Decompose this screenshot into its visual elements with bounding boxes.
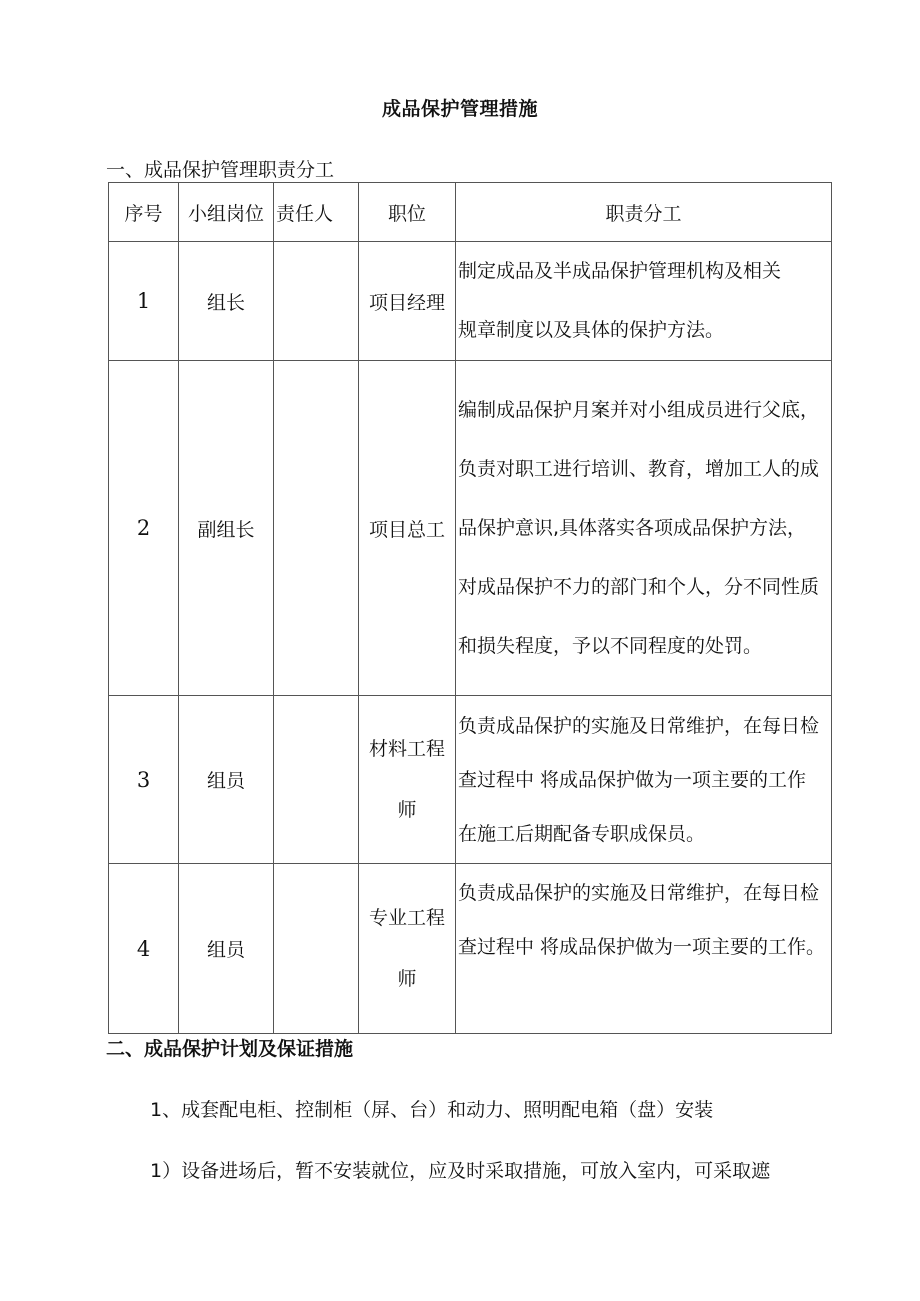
row-no: 1 <box>109 242 179 361</box>
section-heading-2: 二、成品保护计划及保证措施 <box>106 1038 354 1060</box>
row-position: 项目总工 <box>359 361 456 696</box>
position-line: 师 <box>397 967 417 990</box>
header-no: 序号 <box>109 183 179 242</box>
row-duty <box>456 361 832 696</box>
row-role: 组长 <box>179 242 274 361</box>
document-title: 成品保护管理措施 <box>381 98 538 120</box>
row-role: 组员 <box>179 696 274 864</box>
duty-line: 负责成品保护的实施及日常维护，在每日检 <box>458 714 820 737</box>
duty-line: 负责成品保护的实施及日常维护，在每日检 <box>458 882 820 904</box>
duty-line: 负责对职工进行培训、教育，增加工人的成 <box>458 457 820 480</box>
header-duty: 职责分工 <box>456 183 832 242</box>
row-role: 副组长 <box>179 361 274 696</box>
duty-table <box>108 182 832 1034</box>
duty-line: 编制成品保护月案并对小组成员进行父底， <box>458 398 820 421</box>
duty-line: 查过程中 将成品保护做为一项主要的工作。 <box>458 936 826 958</box>
row-person <box>274 242 359 361</box>
table-header-row <box>109 183 832 242</box>
duty-line: 制定成品及半成品保护管理机构及相关 <box>458 260 782 282</box>
paragraph-item-1: 1、成套配电柜、控制柜（屏、台）和动力、照明配电箱（盘）安装 <box>150 1099 714 1121</box>
position-line: 师 <box>397 798 417 821</box>
row-person <box>274 361 359 696</box>
duty-line: 查过程中 将成品保护做为一项主要的工作 <box>458 768 807 791</box>
row-duty <box>456 242 832 361</box>
row-duty <box>456 696 832 864</box>
table-row <box>109 696 832 864</box>
header-person: 责任人 <box>274 183 359 242</box>
table-row <box>109 242 832 361</box>
table-row <box>109 361 832 696</box>
row-duty <box>456 864 832 1034</box>
duty-line: 对成品保护不力的部门和个人，分不同性质 <box>458 575 820 598</box>
row-no: 2 <box>109 361 179 696</box>
row-role: 组员 <box>179 864 274 1034</box>
table-row <box>109 864 832 1034</box>
duty-line: 和损失程度，予以不同程度的处罚。 <box>458 634 763 657</box>
header-role: 小组岗位 <box>179 183 274 242</box>
paragraph-item-2: 1）设备进场后，暂不安装就位，应及时采取措施，可放入室内，可采取遮 <box>150 1160 771 1182</box>
duty-line: 在施工后期配备专职成保员。 <box>458 822 706 845</box>
duty-line: 品保护意识,具体落实各项成品保护方法， <box>458 516 807 539</box>
duty-line: 规章制度以及具体的保护方法。 <box>458 319 725 341</box>
section-heading-1: 一、成品保护管理职责分工 <box>106 159 335 181</box>
row-person <box>274 696 359 864</box>
position-line: 专业工程 <box>368 906 445 929</box>
position-line: 材料工程 <box>368 737 445 760</box>
row-no: 4 <box>109 864 179 1034</box>
row-position <box>359 864 456 1034</box>
row-position: 项目经理 <box>359 242 456 361</box>
row-no: 3 <box>109 696 179 864</box>
row-position <box>359 696 456 864</box>
row-person <box>274 864 359 1034</box>
header-position: 职位 <box>359 183 456 242</box>
